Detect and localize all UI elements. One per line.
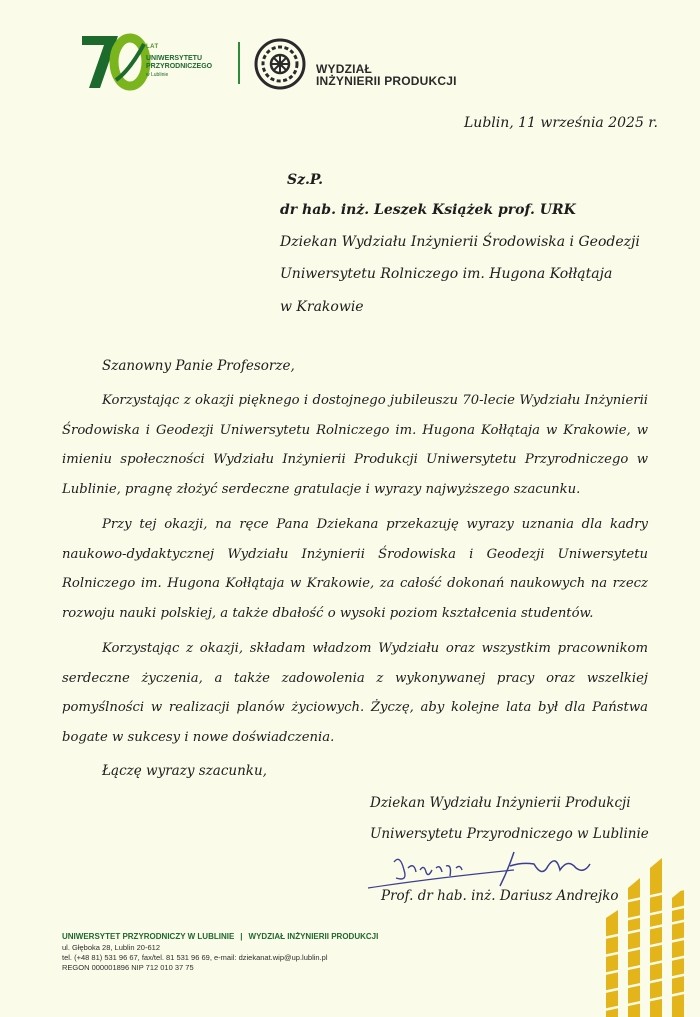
faculty-gear-logo — [254, 38, 306, 90]
footer-org2: WYDZIAŁ INŻYNIERII PRODUKCJI — [248, 932, 379, 941]
faculty-name-line1: WYDZIAŁ — [316, 62, 373, 76]
logo-line1: UNIWERSYTETU — [146, 55, 202, 62]
recipient-position-line1: Dziekan Wydziału Inżynierii Środowiska i Geodezji — [280, 234, 640, 250]
recipient-name: dr hab. inż. Leszek Książek prof. URK — [280, 202, 576, 218]
footer-org-line — [62, 932, 378, 941]
faculty-name — [316, 63, 457, 87]
paragraph-1: Korzystając z okazji pięknego i dostojnego jubileuszu 70-lecie Wydziału Inżynierii Środowiska i Geodezji Uniwersytetu Rolniczego im. Hugona Kołłątaja w Krakowie, w imieniu społeczności Wydziału Inżynierii Produkcji Uniwersytetu Przyrodniczego w Lublinie, pragnę złożyć serdeczne gratulacje i wyrazy najwyższego szacunku. — [62, 393, 648, 497]
footer-org1: UNIWERSYTET PRZYRODNICZY W LUBLINIE — [62, 932, 235, 941]
wheat-decoration — [598, 858, 690, 1017]
anniversary-70-logo — [78, 30, 156, 92]
signer-name: Prof. dr hab. inż. Dariusz Andrejko — [381, 888, 619, 904]
recipient-honorific: Sz.P. — [287, 172, 324, 188]
paragraph-3: Korzystając z okazji, składam władzom Wydziału oraz wszystkim pracownikom serdeczne życzenia, a także zadowolenia z wykonywanej pracy oraz wszelkiej pomyślności w realizacji planów życiowych. Życzę, aby kolejne lata był dla Państwa bogate w sukcesy i nowe doświadczenia. — [62, 641, 648, 745]
logo-city: w Lublinie — [146, 72, 169, 78]
recipient-position-line3: w Krakowie — [280, 299, 364, 315]
paragraph-2: Przy tej okazji, na ręce Pana Dziekana przekazuję wyrazy uznania dla kadry naukowo-dydaktycznej Wydziału Inżynierii Środowiska i Geodezji Uniwersytetu Rolniczego im. Hugona Kołłątaja w Krakowie, za całość dokonań naukowych na rzecz rozwoju nauki polskiej, a także dbałość o wysoki poziom kształcenia studentów. — [62, 517, 648, 621]
university-logo-text — [146, 44, 212, 78]
salutation: Szanowny Panie Profesorze, — [102, 358, 295, 374]
footer-divider: | — [240, 932, 243, 941]
closing: Łączę wyrazy szacunku, — [102, 763, 267, 779]
letter-footer — [62, 932, 378, 973]
footer-address: ul. Głęboka 28, Lublin 20-612 — [62, 943, 160, 952]
signer-title-line1: Dziekan Wydziału Inżynierii Produkcji — [370, 795, 631, 811]
letter-date: Lublin, 11 września 2025 r. — [464, 115, 658, 131]
footer-contact: tel. (+48 81) 531 96 67, fax/tel. 81 531 96 69, e-mail: dziekanat.wip@up.lublin.pl — [62, 953, 328, 962]
header-divider — [238, 42, 240, 84]
recipient-position-line2: Uniwersytetu Rolniczego im. Hugona Kołłątaja — [280, 266, 613, 282]
signer-title-line2: Uniwersytetu Przyrodniczego w Lublinie — [370, 826, 649, 842]
footer-ids: REGON 000001896 NIP 712 010 37 75 — [62, 963, 194, 972]
logo-lat: LAT — [146, 44, 159, 50]
faculty-name-line2: INŻYNIERII PRODUKCJI — [316, 74, 457, 88]
logo-line2: PRZYRODNICZEGO — [146, 63, 213, 70]
